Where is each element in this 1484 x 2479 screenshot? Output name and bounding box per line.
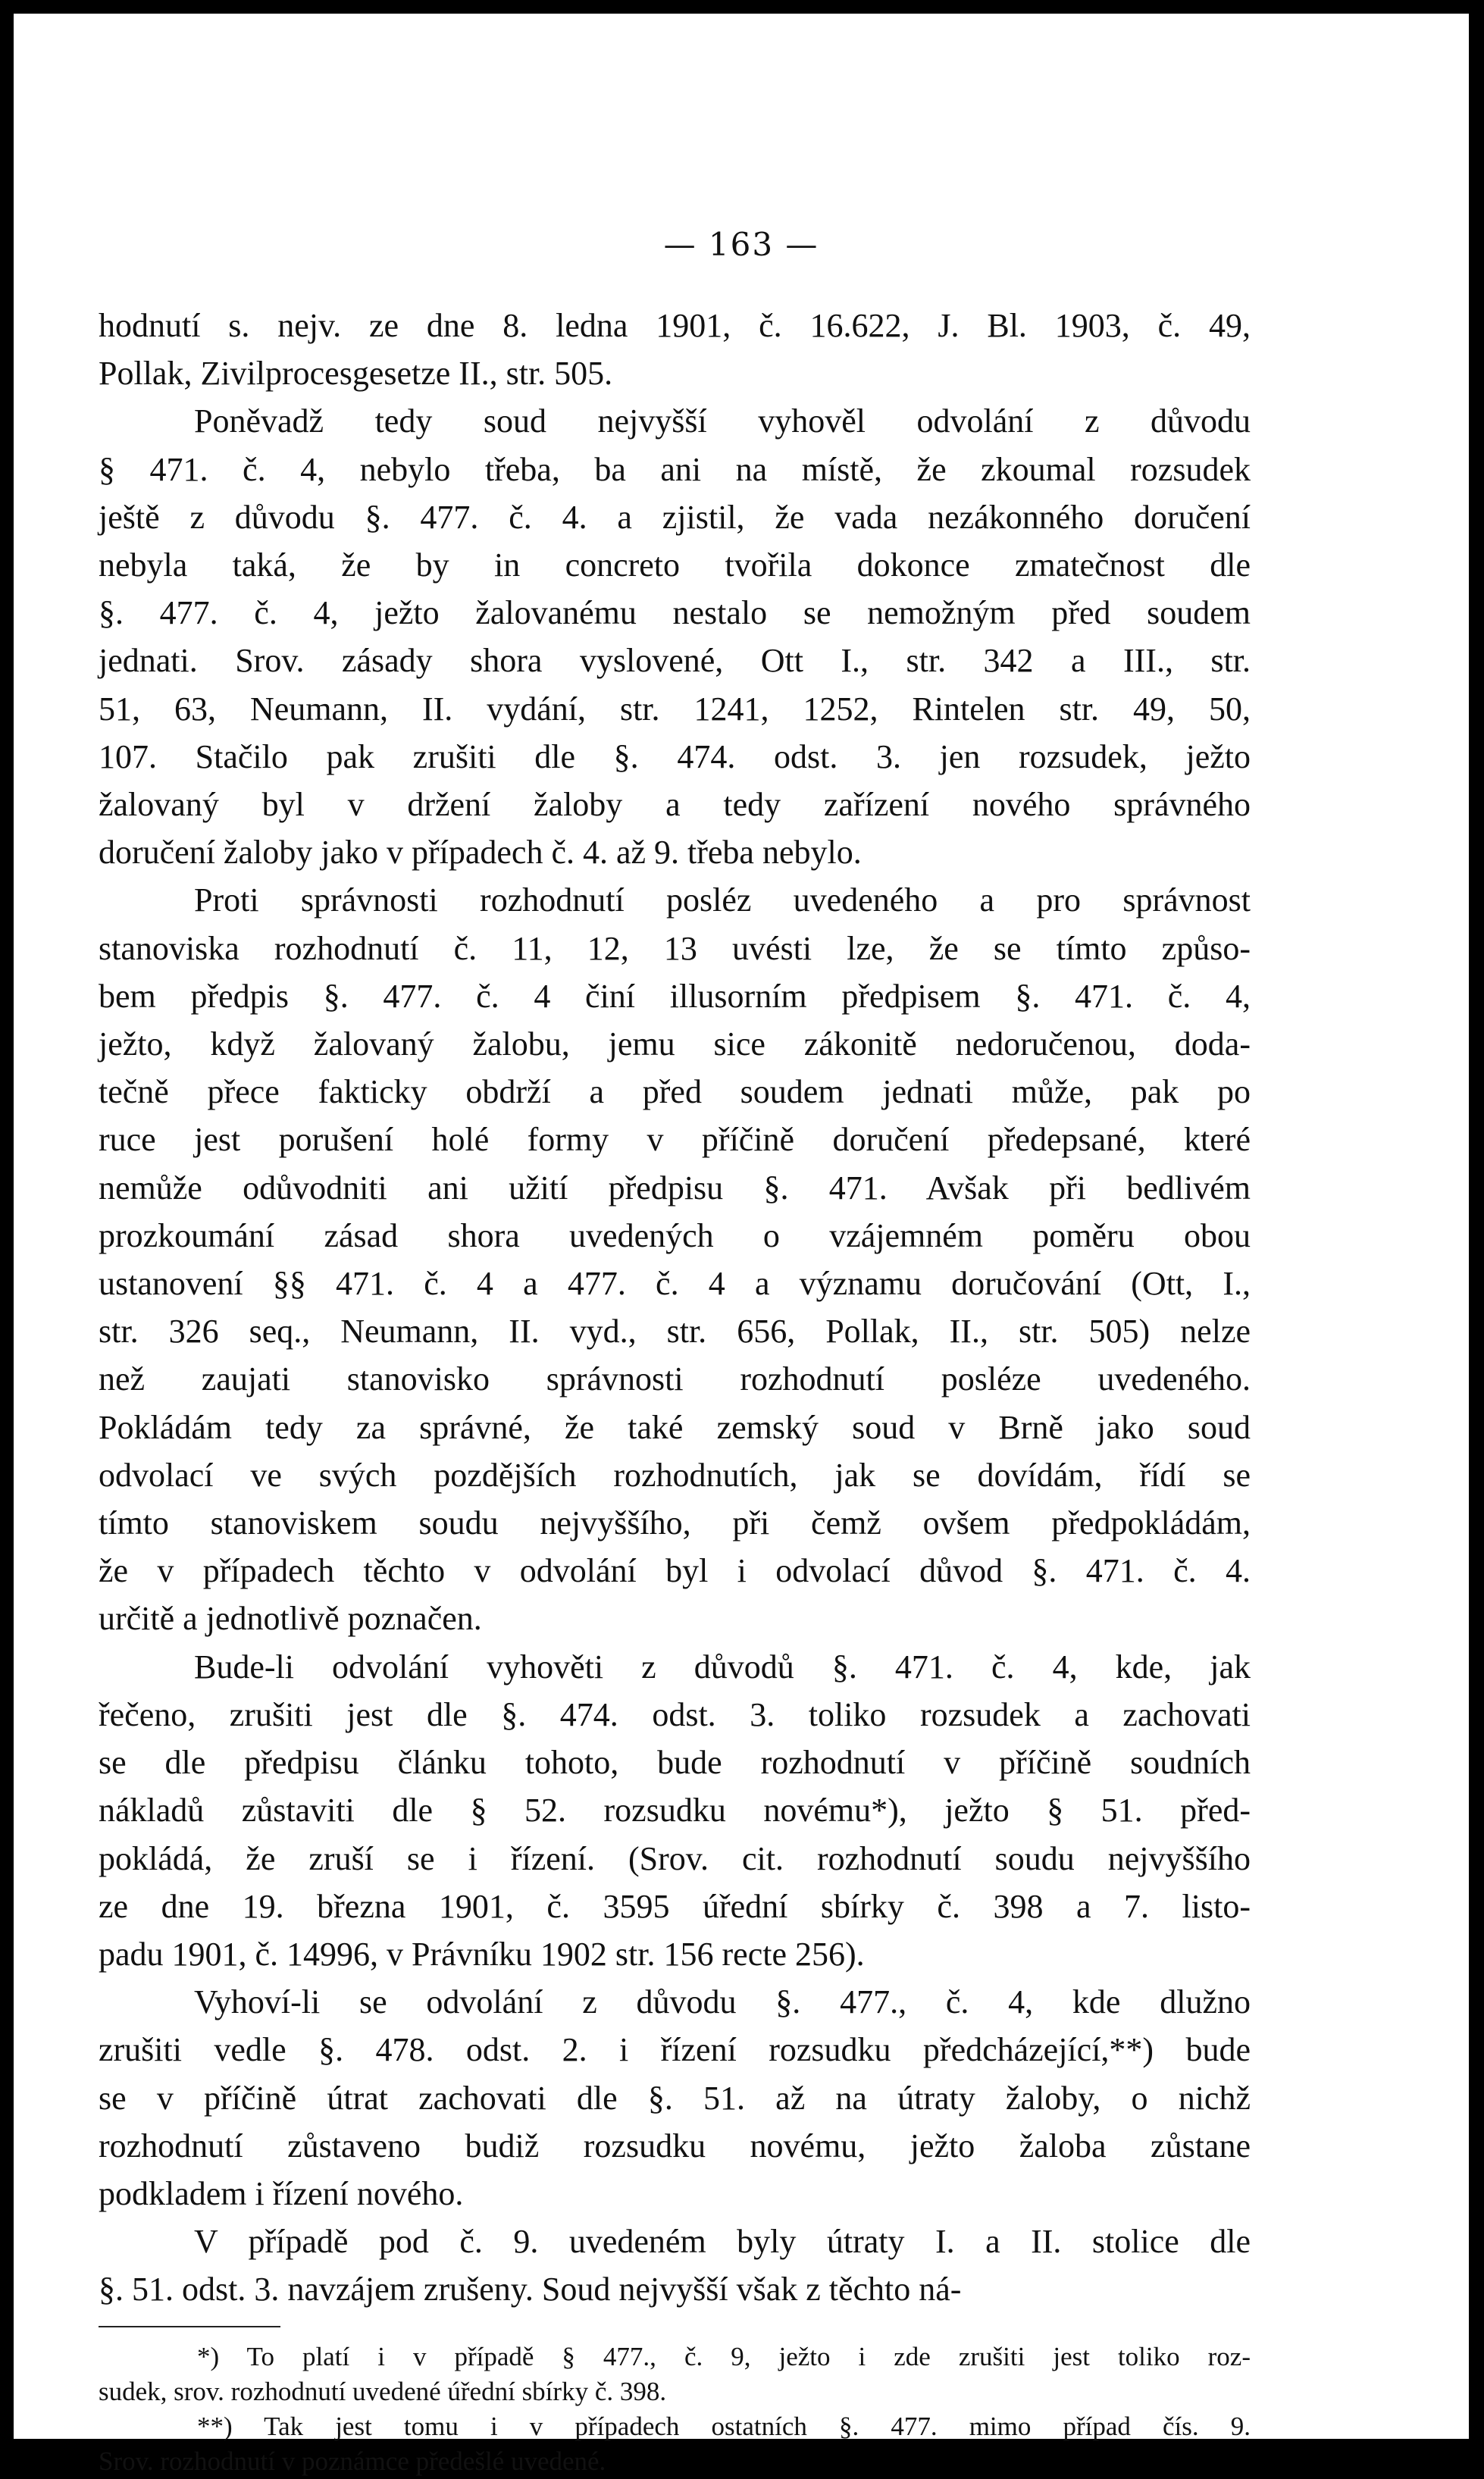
- text-line: ježto, když žalovaný žalobu, jemu sice zákonitě nedoručenou, doda-: [99, 1025, 1251, 1063]
- text-line: § 471. č. 4, nebylo třeba, ba ani na místě, že zkoumal rozsudek: [99, 450, 1251, 488]
- text-line: podkladem i řízení nového.: [99, 2174, 464, 2212]
- text-line: bem předpis §. 477. č. 4 činí illusorním předpisem §. 471. č. 4,: [99, 977, 1251, 1015]
- text-line: tímto stanoviskem soudu nejvyššího, při čemž ovšem předpokládám,: [99, 1504, 1251, 1542]
- text-line: nebyla taká, že by in concreto tvořila dokonce zmatečnost dle: [99, 546, 1251, 584]
- paragraph: [99, 302, 1251, 397]
- text-line: Proti správnosti rozhodnutí posléz uvedeného a pro správnost: [194, 881, 1251, 919]
- text-line: se dle předpisu článku tohoto, bude rozhodnutí v příčině soudních: [99, 1744, 1251, 1782]
- footnote: [99, 2409, 1251, 2479]
- text-line: doručení žaloby jako v případech č. 4. až 9. třeba nebylo.: [99, 834, 862, 872]
- footnote-line: *) To platí i v případě § 477., č. 9, ježto i zde zrušiti jest toliko roz-: [197, 2342, 1251, 2371]
- paragraph: [99, 2218, 1251, 2313]
- paragraph: [99, 1643, 1251, 1978]
- paragraph: [99, 876, 1251, 1642]
- text-line: 51, 63, Neumann, II. vydání, str. 1241, 1252, Rintelen str. 49, 50,: [99, 690, 1251, 728]
- text-line: ruce jest porušení holé formy v příčině doručení předepsané, které: [99, 1121, 1251, 1159]
- text-line: určitě a jednotlivě poznačen.: [99, 1600, 482, 1638]
- text-line: zrušiti vedle §. 478. odst. 2. i řízení rozsudku předcházející,**) bude: [99, 2031, 1251, 2069]
- text-line: Vyhoví-li se odvolání z důvodu §. 477., č. 4, kde dlužno: [194, 1983, 1251, 2021]
- text-line: se v příčině útrat zachovati dle §. 51. až na útraty žaloby, o nichž: [99, 2079, 1251, 2117]
- text-line: padu 1901, č. 14996, v Právníku 1902 str. 156 recte 256).: [99, 1935, 865, 1973]
- text-line: Poněvadž tedy soud nejvyšší vyhověl odvolání z důvodu: [194, 402, 1251, 440]
- text-line: stanoviska rozhodnutí č. 11, 12, 13 uvésti lze, že se tímto způso-: [99, 929, 1251, 967]
- text-line: žalovaný byl v držení žaloby a tedy zařízení nového správného: [99, 786, 1251, 824]
- text-line: odvolací ve svých pozdějších rozhodnutích, jak se dovídám, řídí se: [99, 1456, 1251, 1494]
- paragraph: [99, 397, 1251, 876]
- text-line: pokládá, že zruší se i řízení. (Srov. cit. rozhodnutí soudu nejvyššího: [99, 1839, 1251, 1877]
- text-line: prozkoumání zásad shora uvedených o vzájemném poměru obou: [99, 1216, 1251, 1254]
- text-line: Bude-li odvolání vyhověti z důvodů §. 471. č. 4, kde, jak: [194, 1648, 1251, 1686]
- footnote-line: sudek, srov. rozhodnutí uvedené úřední sbírky č. 398.: [99, 2377, 667, 2406]
- text-line: str. 326 seq., Neumann, II. vyd., str. 656, Pollak, II., str. 505) nelze: [99, 1313, 1251, 1351]
- text-line: ustanovení §§ 471. č. 4 a 477. č. 4 a významu doručování (Ott, I.,: [99, 1265, 1251, 1303]
- text-line: §. 51. odst. 3. navzájem zrušeny. Soud nejvyšší však z těchto ná-: [99, 2271, 962, 2308]
- text-line: že v případech těchto v odvolání byl i odvolací důvod §. 471. č. 4.: [99, 1552, 1251, 1590]
- text-line: V případě pod č. 9. uvedeném byly útraty I. a II. stolice dle: [194, 2223, 1251, 2261]
- footnotes: [99, 2340, 1251, 2479]
- footnote-line: Srov. rozhodnutí v poznámce předešlé uvedené.: [99, 2446, 606, 2476]
- text-line: §. 477. č. 4, ježto žalovanému nestalo se nemožným před soudem: [99, 594, 1251, 632]
- text-line: ze dne 19. března 1901, č. 3595 úřední sbírky č. 398 a 7. listo-: [99, 1887, 1251, 1925]
- text-line: řečeno, zrušiti jest dle §. 474. odst. 3. toliko rozsudek a zachovati: [99, 1695, 1251, 1733]
- text-line: než zaujati stanovisko správnosti rozhodnutí posléze uvedeného.: [99, 1360, 1251, 1398]
- main-text: [99, 302, 1251, 2314]
- text-line: 107. Stačilo pak zrušiti dle §. 474. odst. 3. jen rozsudek, ježto: [99, 737, 1251, 775]
- text-line: ještě z důvodu §. 477. č. 4. a zjistil, že vada nezákonného doručení: [99, 498, 1251, 536]
- text-line: nákladů zůstaviti dle § 52. rozsudku novému*), ježto § 51. před-: [99, 1792, 1251, 1830]
- text-line: tečně přece fakticky obdrží a před soudem jednati může, pak po: [99, 1073, 1251, 1111]
- footnote-line: **) Tak jest tomu i v případech ostatních §. 477. mimo případ čís. 9.: [197, 2412, 1251, 2441]
- text-line: Pokládám tedy za správné, že také zemský soud v Brně jako soud: [99, 1408, 1251, 1446]
- text-line: nemůže odůvodniti ani užití předpisu §. 471. Avšak při bedlivém: [99, 1169, 1251, 1207]
- text-line: Pollak, Zivilprocesgesetze II., str. 505.: [99, 355, 613, 393]
- footnote: [99, 2340, 1251, 2409]
- page-number: — 163 —: [663, 226, 819, 263]
- paragraph: [99, 1978, 1251, 2218]
- text-line: jednati. Srov. zásady shora vyslovené, Ott I., str. 342 a III., str.: [99, 642, 1251, 680]
- book-page: [14, 14, 1469, 2476]
- footnote-separator: [99, 2326, 280, 2327]
- text-line: hodnutí s. nejv. ze dne 8. ledna 1901, č. 16.622, J. Bl. 1903, č. 49,: [99, 307, 1251, 344]
- text-line: rozhodnutí zůstaveno budiž rozsudku novému, ježto žaloba zůstane: [99, 2127, 1251, 2164]
